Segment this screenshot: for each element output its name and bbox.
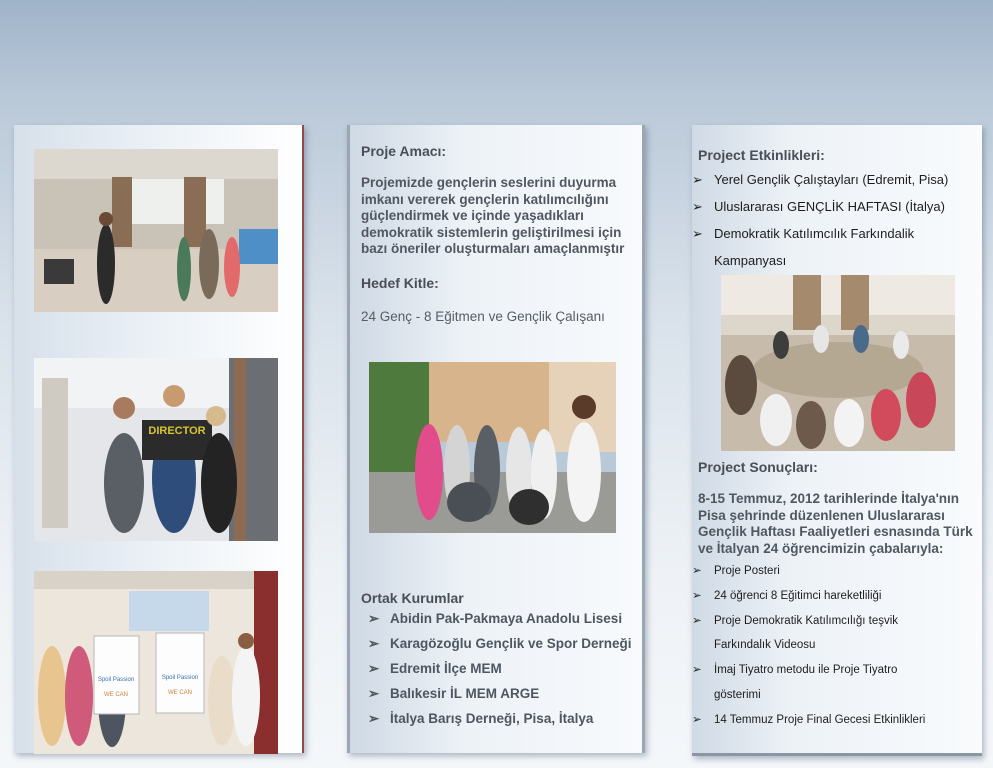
poster-text-3: Spoil Passion <box>161 675 199 681</box>
target-text: 24 Genç - 8 Eğitmen ve Gençlik Çalışanı <box>361 309 605 324</box>
activities-list <box>692 166 982 274</box>
arrow-bullet-icon: ➢ <box>692 589 702 602</box>
list-item-continued: gösterimi <box>714 688 761 701</box>
middle-info-panel <box>347 125 645 753</box>
list-item: ➢ 24 öğrenci 8 Eğitimci hareketliliği <box>692 584 982 609</box>
list-item-continued: Kampanyası <box>714 253 787 268</box>
list-item: ➢ Proje Posteri <box>692 559 982 584</box>
poster-text-4: WE CAN <box>168 690 192 696</box>
results-line: ve İtalyan 24 öğrencimizin çabalarıyla: <box>698 540 944 556</box>
list-item: ➢ Abidin Pak-Pakmaya Anadolu Lisesi <box>368 611 623 626</box>
right-info-panel <box>692 125 982 756</box>
arrow-bullet-icon: ➢ <box>368 686 380 701</box>
results-line: Pisa şehrinde düzenlenen Uluslararası <box>698 507 945 523</box>
clapper-label: DIRECTOR <box>148 425 206 437</box>
list-item: ➢ Proje Demokratik Katılımcılığı teşvik <box>692 609 982 634</box>
arrow-bullet-icon: ➢ <box>692 565 702 577</box>
list-item: ➢ İtalya Barış Derneği, Pisa, İtalya <box>368 711 594 726</box>
arrow-bullet-icon: ➢ <box>368 711 380 726</box>
arrow-bullet-icon: ➢ <box>692 664 702 677</box>
photo-group-street <box>369 362 616 533</box>
photo-group-posters <box>34 571 278 754</box>
list-item: ➢ Uluslararası GENÇLİK HAFTASI (İtalya) <box>692 193 982 220</box>
arrow-bullet-icon: ➢ <box>692 226 703 241</box>
target-heading: Hedef Kitle: <box>361 275 439 291</box>
activities-heading: Project Etkinlikleri: <box>698 147 825 163</box>
aim-paragraph <box>361 175 641 258</box>
list-item: ➢ Karagözoğlu Gençlik ve Spor Derneği <box>368 636 632 651</box>
aim-line: imkanı vererek gençlerin katılımcılığını <box>361 191 609 207</box>
partners-list <box>368 611 632 736</box>
arrow-bullet-icon: ➢ <box>368 636 380 651</box>
list-item-continued: Farkındalık Videosu <box>714 639 816 652</box>
aim-line: Projemizde gençlerin seslerini duyurma <box>361 175 617 190</box>
results-line: 8-15 Temmuz, 2012 tarihlerinde İtalya'nın <box>698 491 960 506</box>
photo-director-clapper <box>34 358 278 541</box>
left-photo-panel <box>14 125 304 753</box>
aim-heading: Proje Amacı: <box>361 143 447 159</box>
partners-heading: Ortak Kurumlar <box>361 590 464 606</box>
poster-text-2: WE CAN <box>104 692 128 698</box>
arrow-bullet-icon: ➢ <box>692 199 703 214</box>
poster-text-1: Spoil Passion <box>97 677 135 683</box>
aim-line: bazı öneriler oluşturmaları amaçlanmıştır <box>361 241 625 256</box>
list-item: ➢ Balıkesir İL MEM ARGE <box>368 686 540 701</box>
list-item: ➢ 14 Temmuz Proje Final Gecesi Etkinlikleri <box>692 708 982 733</box>
photo-workshop-room <box>34 149 278 312</box>
photo-circle-workshop <box>721 275 955 451</box>
results-line: Gençlik Haftası Faaliyetleri esnasında Türk <box>698 524 973 539</box>
aim-line: demokratik sistemlerin geliştirilmesi için <box>361 224 622 240</box>
arrow-bullet-icon: ➢ <box>692 713 702 726</box>
arrow-bullet-icon: ➢ <box>368 611 380 626</box>
arrow-bullet-icon: ➢ <box>692 172 703 187</box>
results-list <box>692 559 982 733</box>
results-paragraph <box>698 491 982 557</box>
arrow-bullet-icon: ➢ <box>368 661 380 676</box>
results-heading: Project Sonuçları: <box>698 459 818 475</box>
list-item: ➢ Edremit İlçe MEM <box>368 661 502 676</box>
list-item: ➢ Demokratik Katılımcılık Farkındalik <box>692 220 982 247</box>
arrow-bullet-icon: ➢ <box>692 614 702 627</box>
list-item: ➢ Yerel Gençlik Çalıştayları (Edremit, Pisa) <box>692 166 982 193</box>
aim-line: güçlendirmek ve içinde yaşadıkları <box>361 208 584 223</box>
list-item: ➢ İmaj Tiyatro metodu ile Proje Tiyatro <box>692 658 982 683</box>
